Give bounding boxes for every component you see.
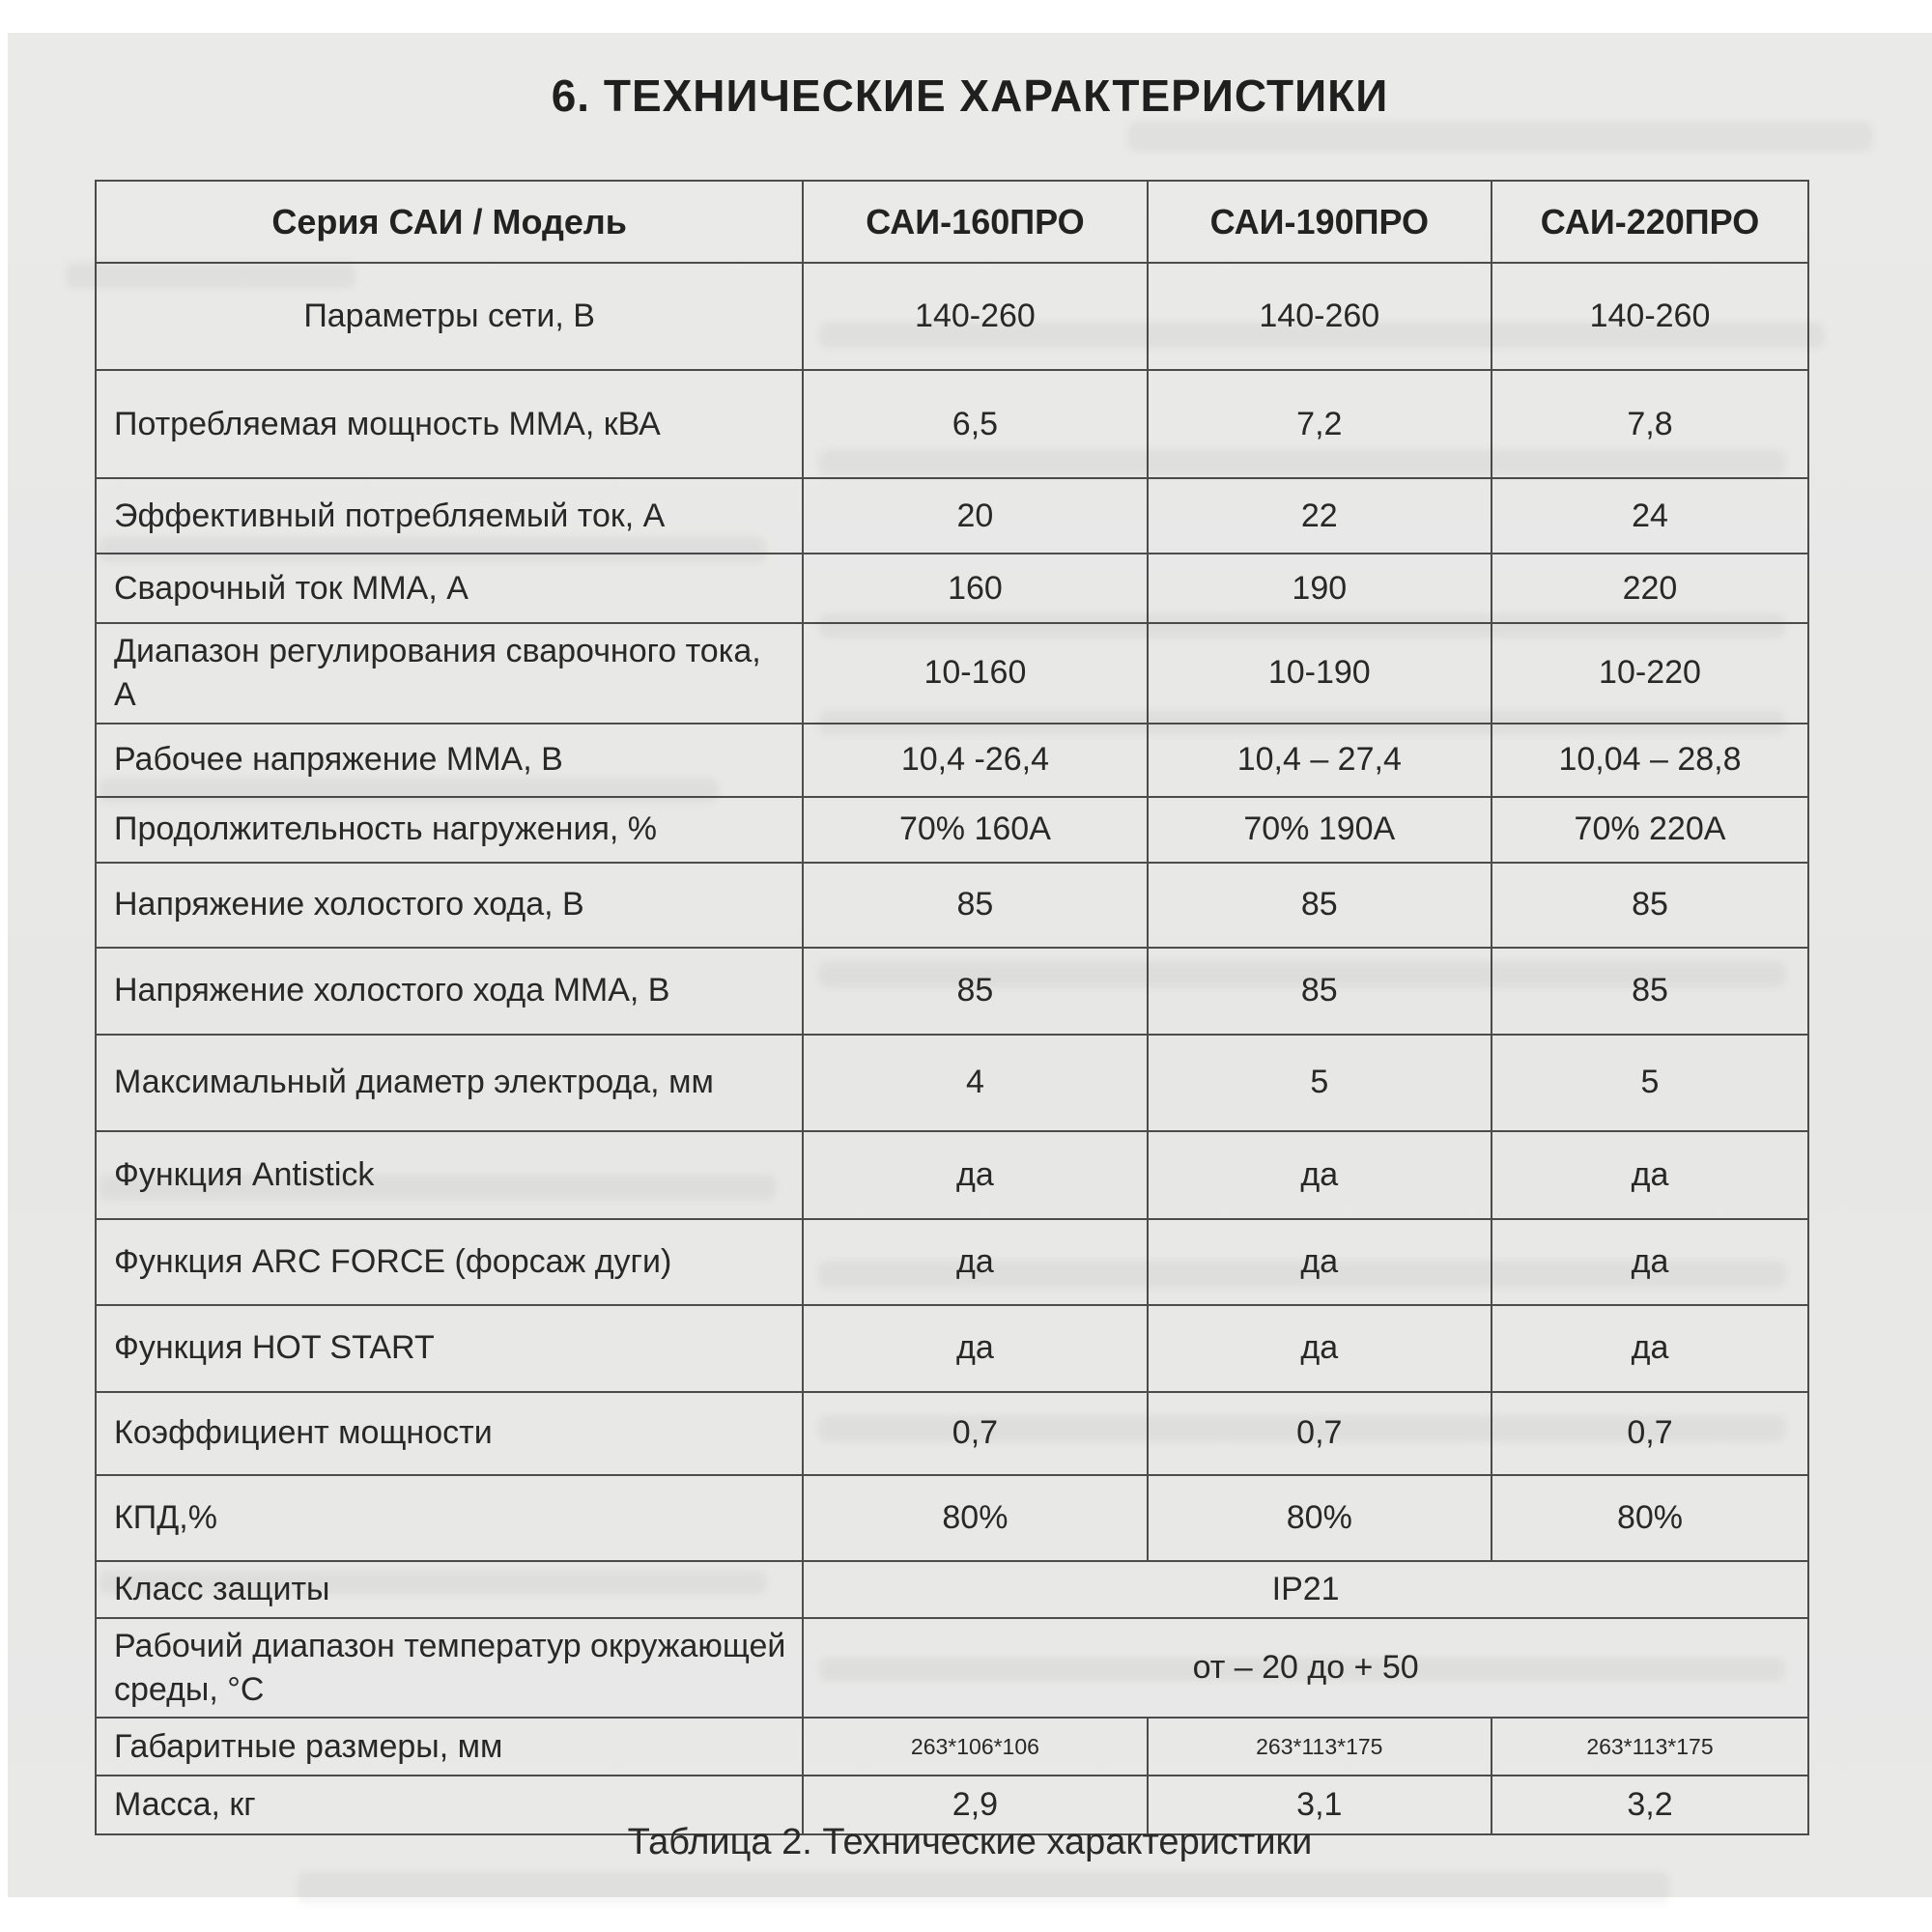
table-row: [96, 370, 1808, 478]
row-value: да: [1492, 1131, 1808, 1219]
row-value: 6,5: [803, 370, 1147, 478]
row-value: да: [803, 1219, 1147, 1305]
row-label: Параметры сети, В: [96, 263, 803, 370]
row-value: 70% 190А: [1148, 797, 1492, 863]
table-row: [96, 1561, 1808, 1618]
table-row: [96, 623, 1808, 724]
table-row: [96, 724, 1808, 797]
row-value: 140-260: [1148, 263, 1492, 370]
header-sai-190pro: САИ-190ПРО: [1148, 181, 1492, 263]
header-sai-220pro: САИ-220ПРО: [1492, 181, 1808, 263]
row-value: да: [1492, 1219, 1808, 1305]
row-value: да: [803, 1131, 1147, 1219]
row-value: 10,04 – 28,8: [1492, 724, 1808, 797]
table-row: [96, 863, 1808, 948]
table-row: [96, 1219, 1808, 1305]
table-row: [96, 1618, 1808, 1719]
table-row: [96, 1131, 1808, 1219]
bleedthrough-artifact: [298, 1872, 1669, 1903]
bleedthrough-artifact: [1128, 122, 1872, 151]
row-label: Функция ARC FORCE (форсаж дуги): [96, 1219, 803, 1305]
row-value: 220: [1492, 554, 1808, 623]
table-row: [96, 478, 1808, 554]
row-value: 7,8: [1492, 370, 1808, 478]
row-value: 85: [803, 863, 1147, 948]
row-value: 7,2: [1148, 370, 1492, 478]
row-label: Масса, кг: [96, 1776, 803, 1834]
row-value: 10,4 -26,4: [803, 724, 1147, 797]
spec-table: [95, 180, 1809, 1835]
row-label: Потребляемая мощность ММА, кВА: [96, 370, 803, 478]
row-value: да: [1148, 1219, 1492, 1305]
row-value: 5: [1492, 1035, 1808, 1131]
header-sai-160pro: САИ-160ПРО: [803, 181, 1147, 263]
row-label: Продолжительность нагружения, %: [96, 797, 803, 863]
row-value: 22: [1148, 478, 1492, 554]
row-label: Диапазон регулирования сварочного тока, А: [96, 623, 803, 724]
row-value: 140-260: [803, 263, 1147, 370]
row-value: да: [1148, 1305, 1492, 1392]
table-row: [96, 263, 1808, 370]
section-title: 6. ТЕХНИЧЕСКИЕ ХАРАКТЕРИСТИКИ: [551, 71, 1389, 121]
row-value: 4: [803, 1035, 1147, 1131]
row-value: 85: [1148, 948, 1492, 1035]
row-label: Напряжение холостого хода ММА, В: [96, 948, 803, 1035]
row-label: Функция HOT START: [96, 1305, 803, 1392]
row-value: 0,7: [1148, 1392, 1492, 1475]
table-row: [96, 1305, 1808, 1392]
row-value-merged: IP21: [803, 1561, 1808, 1618]
row-label: Рабочее напряжение ММА, В: [96, 724, 803, 797]
row-label: КПД,%: [96, 1475, 803, 1561]
table-row: [96, 1392, 1808, 1475]
row-value-merged: от – 20 до + 50: [803, 1618, 1808, 1719]
row-value: да: [1148, 1131, 1492, 1219]
row-label: Функция Antistick: [96, 1131, 803, 1219]
row-value: да: [1492, 1305, 1808, 1392]
row-label: Максимальный диаметр электрода, мм: [96, 1035, 803, 1131]
row-value: 190: [1148, 554, 1492, 623]
table-caption: Таблица 2. Технические характеристики: [627, 1822, 1313, 1862]
row-label: Коэффициент мощности: [96, 1392, 803, 1475]
row-label: Сварочный ток ММА, А: [96, 554, 803, 623]
row-value: 85: [803, 948, 1147, 1035]
row-value: 24: [1492, 478, 1808, 554]
row-value: 20: [803, 478, 1147, 554]
row-value: 80%: [1148, 1475, 1492, 1561]
row-label: Класс защиты: [96, 1561, 803, 1618]
row-value: 85: [1492, 863, 1808, 948]
row-label: Габаритные размеры, мм: [96, 1718, 803, 1776]
row-value: 10,4 – 27,4: [1148, 724, 1492, 797]
table-row: [96, 1718, 1808, 1776]
row-label: Напряжение холостого хода, В: [96, 863, 803, 948]
row-value: 0,7: [1492, 1392, 1808, 1475]
row-value: 160: [803, 554, 1147, 623]
row-label: Рабочий диапазон температур окружающей среды, °С: [96, 1618, 803, 1719]
header-series-model: Серия САИ / Модель: [96, 181, 803, 263]
table-row: [96, 797, 1808, 863]
table-row: [96, 554, 1808, 623]
row-value: 85: [1492, 948, 1808, 1035]
row-value: 80%: [803, 1475, 1147, 1561]
row-value: 3,2: [1492, 1776, 1808, 1834]
row-value: 3,1: [1148, 1776, 1492, 1834]
row-value: 140-260: [1492, 263, 1808, 370]
row-value: 85: [1148, 863, 1492, 948]
table-row: [96, 1475, 1808, 1561]
row-value: 70% 160А: [803, 797, 1147, 863]
row-value: 10-220: [1492, 623, 1808, 724]
row-value: 10-160: [803, 623, 1147, 724]
table-row: [96, 1035, 1808, 1131]
row-value: 10-190: [1148, 623, 1492, 724]
page-background: [8, 33, 1932, 1897]
row-value: 0,7: [803, 1392, 1147, 1475]
row-value: 70% 220А: [1492, 797, 1808, 863]
row-value: 5: [1148, 1035, 1492, 1131]
row-value: 80%: [1492, 1475, 1808, 1561]
table-row: [96, 948, 1808, 1035]
row-value: да: [803, 1305, 1147, 1392]
row-value: 263*113*175: [1492, 1718, 1808, 1776]
row-value: 2,9: [803, 1776, 1147, 1834]
table-header-row: [96, 181, 1808, 263]
row-value: 263*113*175: [1148, 1718, 1492, 1776]
row-value: 263*106*106: [803, 1718, 1147, 1776]
row-label: Эффективный потребляемый ток, А: [96, 478, 803, 554]
